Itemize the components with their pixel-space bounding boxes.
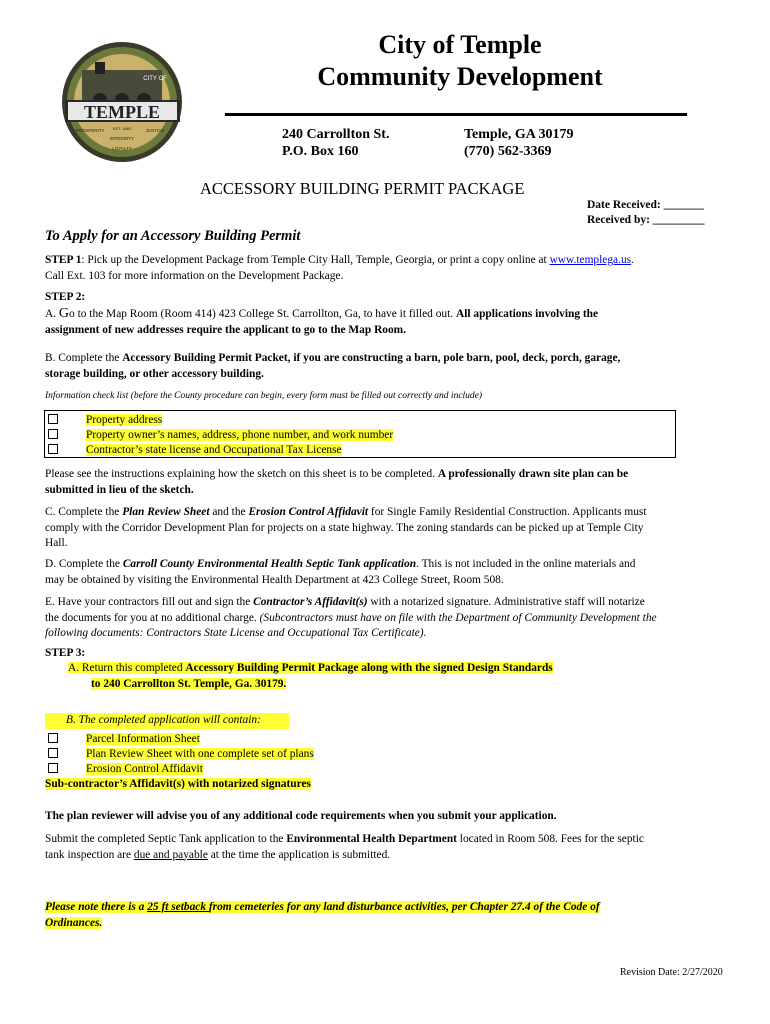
septic-line2-post: at the time the application is submitted. xyxy=(207,848,391,861)
step2-d-text: . This is not included in the online materials and xyxy=(416,558,636,570)
step2-d-line2: may be obtained by visiting the Environmental Health Department at 423 College Street, Room 508. xyxy=(45,573,504,586)
step2-e-text: with a notarized signature. Administrative staff will notarize xyxy=(367,596,645,608)
septic-due-payable: due and payable xyxy=(133,848,208,861)
contractors-affidavit: Contractor’s Affidavit(s) xyxy=(253,596,368,608)
date-received: Date Received: _______ xyxy=(587,199,704,211)
step2-e-prefix: E. Have your contractors fill out and sign the xyxy=(45,596,254,608)
step2-a-paragraph xyxy=(45,306,735,338)
setback-note-line2: Ordinances. xyxy=(45,916,103,929)
step2-e-italic1: (Subcontractors must have on file with the Department of Community Development the xyxy=(259,611,657,624)
step3-a-line2-text: to 240 Carrollton St. Temple, Ga. 30179. xyxy=(91,678,287,690)
step1-end: . xyxy=(631,254,634,266)
logo-center-text: INTEGRITY xyxy=(109,136,135,141)
step2-label: STEP 2: xyxy=(45,291,86,303)
step1-label: STEP 1 xyxy=(45,254,82,266)
checkbox-icon[interactable] xyxy=(48,763,58,773)
logo-est-text: EST. 1883 xyxy=(112,126,132,131)
step3-a-prefix: A. Return this completed xyxy=(68,662,186,674)
step2-e-line2: the documents for you at no additional charge. xyxy=(45,611,260,624)
address-city: Temple, GA 30179 xyxy=(464,127,574,142)
city-seal-logo xyxy=(60,40,185,165)
logo-left-text: PROSPERITY xyxy=(75,128,105,133)
address-street: 240 Carrollton St. xyxy=(282,127,390,142)
step2-e-paragraph xyxy=(45,595,735,642)
checklist-item-label: Property owner’s names, address, phone number, and work number xyxy=(86,429,394,441)
setback-note-pre: Please note there is a xyxy=(45,901,148,913)
step2-b-prefix: B. Complete the xyxy=(45,352,123,364)
sketch-paragraph xyxy=(45,467,735,498)
step2-c-text: for Single Family Residential Construction. Applicants must xyxy=(368,506,647,518)
header-rule xyxy=(225,113,687,116)
step3-b-text: B. The completed application will contain: xyxy=(45,713,289,729)
septic-bold: Environmental Health Department xyxy=(286,833,457,845)
step2-c-line3: Hall. xyxy=(45,537,68,549)
subcontractor-affidavit-text: Sub-contractor’s Affidavit(s) with notarized signatures xyxy=(45,778,311,790)
checklist-item xyxy=(48,443,342,459)
step3-label: STEP 3: xyxy=(45,647,86,659)
erosion-control-affidavit: Erosion Control Affidavit xyxy=(248,506,369,518)
reviewer-note: The plan reviewer will advise you of any additional code requirements when you submit your application. xyxy=(45,810,557,822)
setback-note-post: from cemeteries for any land disturbance activities, per Chapter 27.4 of the Code of xyxy=(208,901,600,913)
step2-a-bold1: All applications involving the xyxy=(455,308,599,320)
logo-top-text: CITY OF xyxy=(143,76,167,82)
page-title-line2: Community Development xyxy=(317,62,603,91)
checkbox-icon[interactable] xyxy=(48,444,58,454)
contents-item xyxy=(48,762,203,778)
step2-a-big-g: G xyxy=(58,306,70,321)
checkbox-icon[interactable] xyxy=(48,414,58,424)
subcontractor-affidavit xyxy=(45,777,311,793)
revision-date: Revision Date: 2/27/2020 xyxy=(620,967,723,978)
step2-b-paragraph xyxy=(45,351,735,382)
step2-a-text: o to the Map Room (Room 414) 423 College St. Carrollton, Ga, to have it filled out. xyxy=(69,308,456,320)
septic-text2: located in Room 508. Fees for the septic xyxy=(456,833,644,845)
contents-item-label: Plan Review Sheet with one complete set of plans xyxy=(86,748,314,760)
sketch-text: Please see the instructions explaining how the sketch on this sheet is to be completed. xyxy=(45,468,438,480)
checkbox-icon[interactable] xyxy=(48,733,58,743)
checklist-item xyxy=(48,413,162,429)
step3-a-paragraph xyxy=(68,661,553,677)
checklist-item-label: Property address xyxy=(86,414,163,426)
contents-item-label: Erosion Control Affidavit xyxy=(86,763,203,775)
plan-review-sheet: Plan Review Sheet xyxy=(122,506,210,518)
step2-a-bold2: assignment of new addresses require the applicant to go to the Map Room. xyxy=(45,323,407,336)
checklist-item xyxy=(48,428,393,444)
section-heading: To Apply for an Accessory Building Permit xyxy=(45,228,301,244)
contents-item xyxy=(48,732,200,748)
checklist-label: Information check list (before the County procedure can begin, every form must be filled out correctly and include) xyxy=(45,391,483,401)
logo-bottom-text: LOYALTY xyxy=(112,146,132,151)
septic-paragraph xyxy=(45,832,735,863)
received-by: Received by: _________ xyxy=(587,214,705,226)
website-link[interactable]: www.templega.us xyxy=(549,254,632,266)
septic-text1: Submit the completed Septic Tank application to the xyxy=(45,833,287,845)
septic-tank-application: Carroll County Environmental Health Septic Tank application xyxy=(122,558,417,570)
step2-c-and: and the xyxy=(209,506,249,518)
contents-item xyxy=(48,747,314,763)
step2-c-prefix: C. Complete the xyxy=(45,506,123,518)
step3-a-line2 xyxy=(91,677,286,693)
step2-d-prefix: D. Complete the xyxy=(45,558,123,570)
step1-text: : Pick up the Development Package from Temple City Hall, Temple, Georgia, or print a copy online at xyxy=(81,254,550,266)
document-title: ACCESSORY BUILDING PERMIT PACKAGE xyxy=(200,179,525,198)
septic-line2-pre: tank inspection are xyxy=(45,848,134,861)
setback-distance: 25 ft setback xyxy=(147,901,209,913)
page-title-line1: City of Temple xyxy=(378,30,542,59)
step2-a-prefix: A. xyxy=(45,308,59,320)
contents-item-label: Parcel Information Sheet xyxy=(86,733,200,745)
address-box: P.O. Box 160 xyxy=(282,144,359,159)
step3-a-bold: Accessory Building Permit Package along with the signed Design Standards xyxy=(185,662,553,674)
sketch-bold2: submitted in lieu of the sketch. xyxy=(45,483,194,496)
sketch-bold1: A professionally drawn site plan can be xyxy=(437,468,629,480)
checklist-item-label: Contractor’s state license and Occupational Tax License xyxy=(86,444,342,456)
step1-paragraph xyxy=(45,253,735,284)
logo-right-text: JUSTICE xyxy=(145,128,165,133)
step1-line2: Call Ext. 103 for more information on the Development Package. xyxy=(45,269,344,282)
setback-note xyxy=(45,900,735,931)
step2-e-italic2: following documents: Contractors State License and Occupational Tax Certificate). xyxy=(45,627,427,639)
step2-c-paragraph xyxy=(45,505,735,552)
step2-b-bold1: Accessory Building Permit Packet, if you are constructing a barn, pole barn, pool, deck, porch, garage, xyxy=(122,352,621,364)
step3-b-line xyxy=(45,713,289,729)
step2-b-bold2: storage building, or other accessory building. xyxy=(45,367,264,380)
checkbox-icon[interactable] xyxy=(48,748,58,758)
step2-c-line2: comply with the Corridor Development Plan for projects on a state highway. The zoning standards can be picked up at Temple City xyxy=(45,521,644,534)
logo-main-text: TEMPLE xyxy=(83,102,161,122)
address-phone: (770) 562-3369 xyxy=(464,144,552,159)
step2-d-paragraph xyxy=(45,557,735,588)
checkbox-icon[interactable] xyxy=(48,429,58,439)
